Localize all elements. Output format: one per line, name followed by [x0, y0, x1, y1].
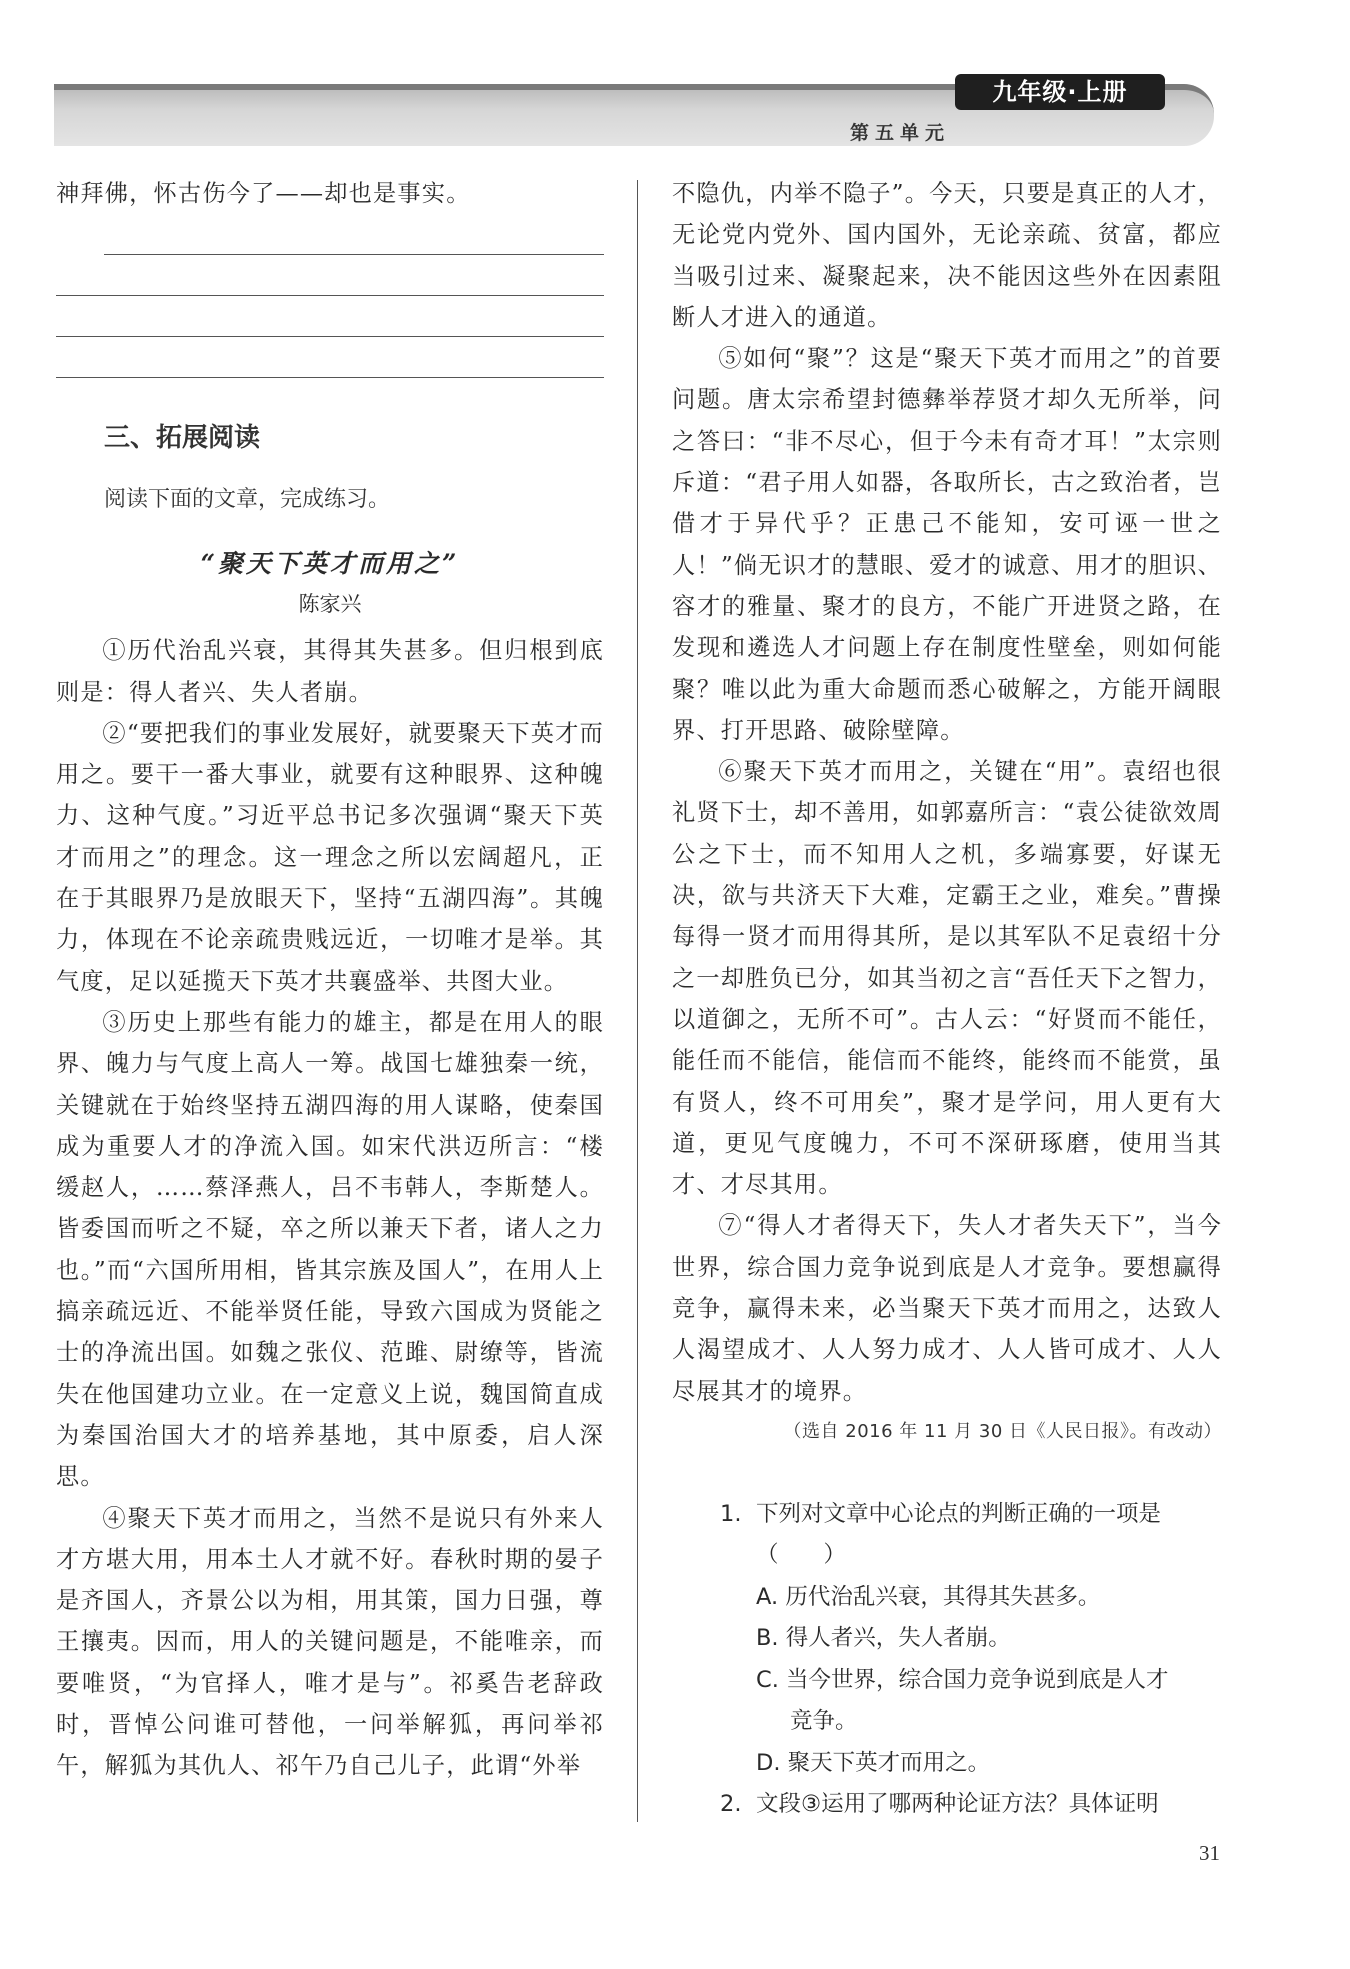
paragraph-3: ③历史上那些有能力的雄主，都是在用人的眼界、魄力与气度上高人一筹。战国七雄独秦一统，关键就在于始终坚持五湖四海的用人谋略，使秦国成为重要人才的净流入国。如宋代洪迈所言：“楼缓赵人，……蔡泽燕人，吕不韦韩人，李斯楚人。皆委国而听之不疑，卒之所以兼天下者，诸人之力也。”而“六国所用相，皆其宗族及国人”，在用人上搞亲疏远近、不能举贤任能，导致六国成为贤能之士的净流出国。如魏之张仪、范雎、尉缭等，皆流失在他国建功立业。在一定意义上说，魏国简直成为秦国治国大才的培养基地，其中原委，启人深思。	[56, 1008, 604, 1491]
page-number: 31	[1199, 1841, 1220, 1865]
grade-tab: 九年级·上册	[955, 74, 1165, 110]
option-label: D.	[756, 1749, 781, 1776]
question-text: 下列对文章中心论点的判断正确的一项是	[756, 1500, 1162, 1527]
option-a[interactable]	[672, 1577, 1222, 1619]
question-number: 2.	[720, 1791, 742, 1818]
option-text: 得人者兴，失人者崩。	[785, 1625, 1011, 1652]
answer-line[interactable]	[56, 337, 604, 378]
section-title: 三、拓展阅读	[104, 423, 261, 454]
paragraph-7: ⑦“得人才者得天下，失人才者失天下”，当今世界，综合国力竞争说到底是人才竞争。要想赢得竞争，赢得未来，必当聚天下英才而用之，达致人人渴望成才、人人努力成才、人人皆可成才、人人尽展其才的境界。	[672, 1212, 1222, 1405]
unit-label: 第五单元	[849, 122, 950, 144]
carryover-text: 神拜佛，怀古伤今了——却也是事实。	[56, 180, 471, 207]
column-divider	[637, 180, 638, 1822]
article-author: 陈家兴	[298, 592, 362, 617]
option-text: 当今世界，综合国力竞争说到底是人才	[786, 1666, 1169, 1693]
paragraph-1: ①历代治乱兴衰，其得其失甚多。但归根到底则是：得人者兴、失人者崩。	[56, 637, 604, 706]
right-column	[672, 173, 1222, 1826]
instruction-text: 阅读下面的文章，完成练习。	[104, 487, 391, 513]
answer-paren[interactable]: （ ）	[756, 1542, 847, 1569]
option-label: C.	[756, 1666, 779, 1693]
option-text: 聚天下英才而用之。	[787, 1749, 991, 1776]
option-b[interactable]	[672, 1618, 1222, 1660]
questions	[672, 1494, 1222, 1826]
paragraph-6: ⑥聚天下英才而用之，关键在“用”。袁绍也很礼贤下士，却不善用，如郭嘉所言：“袁公徒欲效周公之下士，而不知用人之机，多端寡要，好谋无决，欲与共济天下大难，定霸王之业，难矣。”曹操每得一贤才而用得其所，是以其军队不足袁绍十分之一却胜负已分，如其当初之言“吾任天下之智力，以道御之，无所不可”。古人云：“好贤而不能任，能任而不能信，能信而不能终，能终而不能赏，虽有贤人，终不可用矣”，聚才是学问，用人更有大道，更见气度魄力，不可不深研琢磨，使用当其才、才尽其用。	[672, 758, 1222, 1199]
option-text: 历代治乱兴衰，其得其失甚多。	[785, 1583, 1101, 1610]
question-number: 1.	[720, 1500, 742, 1527]
question-text: 文段③运用了哪两种论证方法？具体证明	[756, 1791, 1159, 1818]
left-column	[56, 173, 604, 1787]
paragraph-2: ②“要把我们的事业发展好，就要聚天下英才而用之。要干一番大事业，就要有这种眼界、这种魄力、这种气度。”习近平总书记多次强调“聚天下英才而用之”的理念。这一理念之所以宏阔超凡，正在于其眼界乃是放眼天下，坚持“五湖四海”。其魄力，体现在不论亲疏贵贱远近，一切唯才是举。其气度，足以延揽天下英才共襄盛举、共图大业。	[56, 719, 604, 995]
question-1	[672, 1494, 1222, 1536]
carryover-paragraph: 不隐仇，内举不隐子”。今天，只要是真正的人才，无论党内党外、国内国外，无论亲疏、贫富，都应当吸引过来、凝聚起来，决不能因这些外在因素阻断人才进入的通道。	[672, 180, 1222, 331]
answer-line[interactable]	[56, 255, 604, 296]
answer-line[interactable]	[56, 296, 604, 337]
option-label: A.	[756, 1583, 779, 1610]
option-c[interactable]	[672, 1660, 1222, 1702]
option-c-continued: 竞争。	[790, 1708, 858, 1735]
option-d[interactable]	[672, 1743, 1222, 1785]
paragraph-5: ⑤如何“聚”？这是“聚天下英才而用之”的首要问题。唐太宗希望封德彝举荐贤才却久无所举，问之答曰：“非不尽心，但于今未有奇才耳！”太宗则斥道：“君子用人如器，各取所长，古之致治者，岂借才于异代乎？正患己不能知，安可诬一世之人！”倘无识才的慧眼、爱才的诚意、用才的胆识、容才的雅量、聚才的良方，不能广开进贤之路，在发现和遴选人才问题上存在制度性壁垒，则如何能聚？唯以此为重大命题而悉心破解之，方能开阔眼界、打开思路、破除壁障。	[672, 345, 1222, 744]
option-label: B.	[756, 1625, 779, 1652]
article-title: “聚天下英才而用之”	[200, 549, 460, 579]
question-2	[672, 1784, 1222, 1826]
paragraph-4: ④聚天下英才而用之，当然不是说只有外来人才方堪大用，用本土人才就不好。春秋时期的晏子是齐国人，齐景公以为相，用其策，国力日强，尊王攘夷。因而，用人的关键问题是，不能唯亲，而要唯贤，“为官择人，唯才是与”。祁奚告老辞政时，晋悼公问谁可替他，一问举解狐，再问举祁午，解狐为其仇人、祁午乃自己儿子，此谓“外举	[56, 1504, 604, 1780]
answer-line[interactable]	[104, 214, 604, 255]
source-citation: （选自 2016 年 11 月 30 日《人民日报》。有改动）	[783, 1420, 1222, 1442]
